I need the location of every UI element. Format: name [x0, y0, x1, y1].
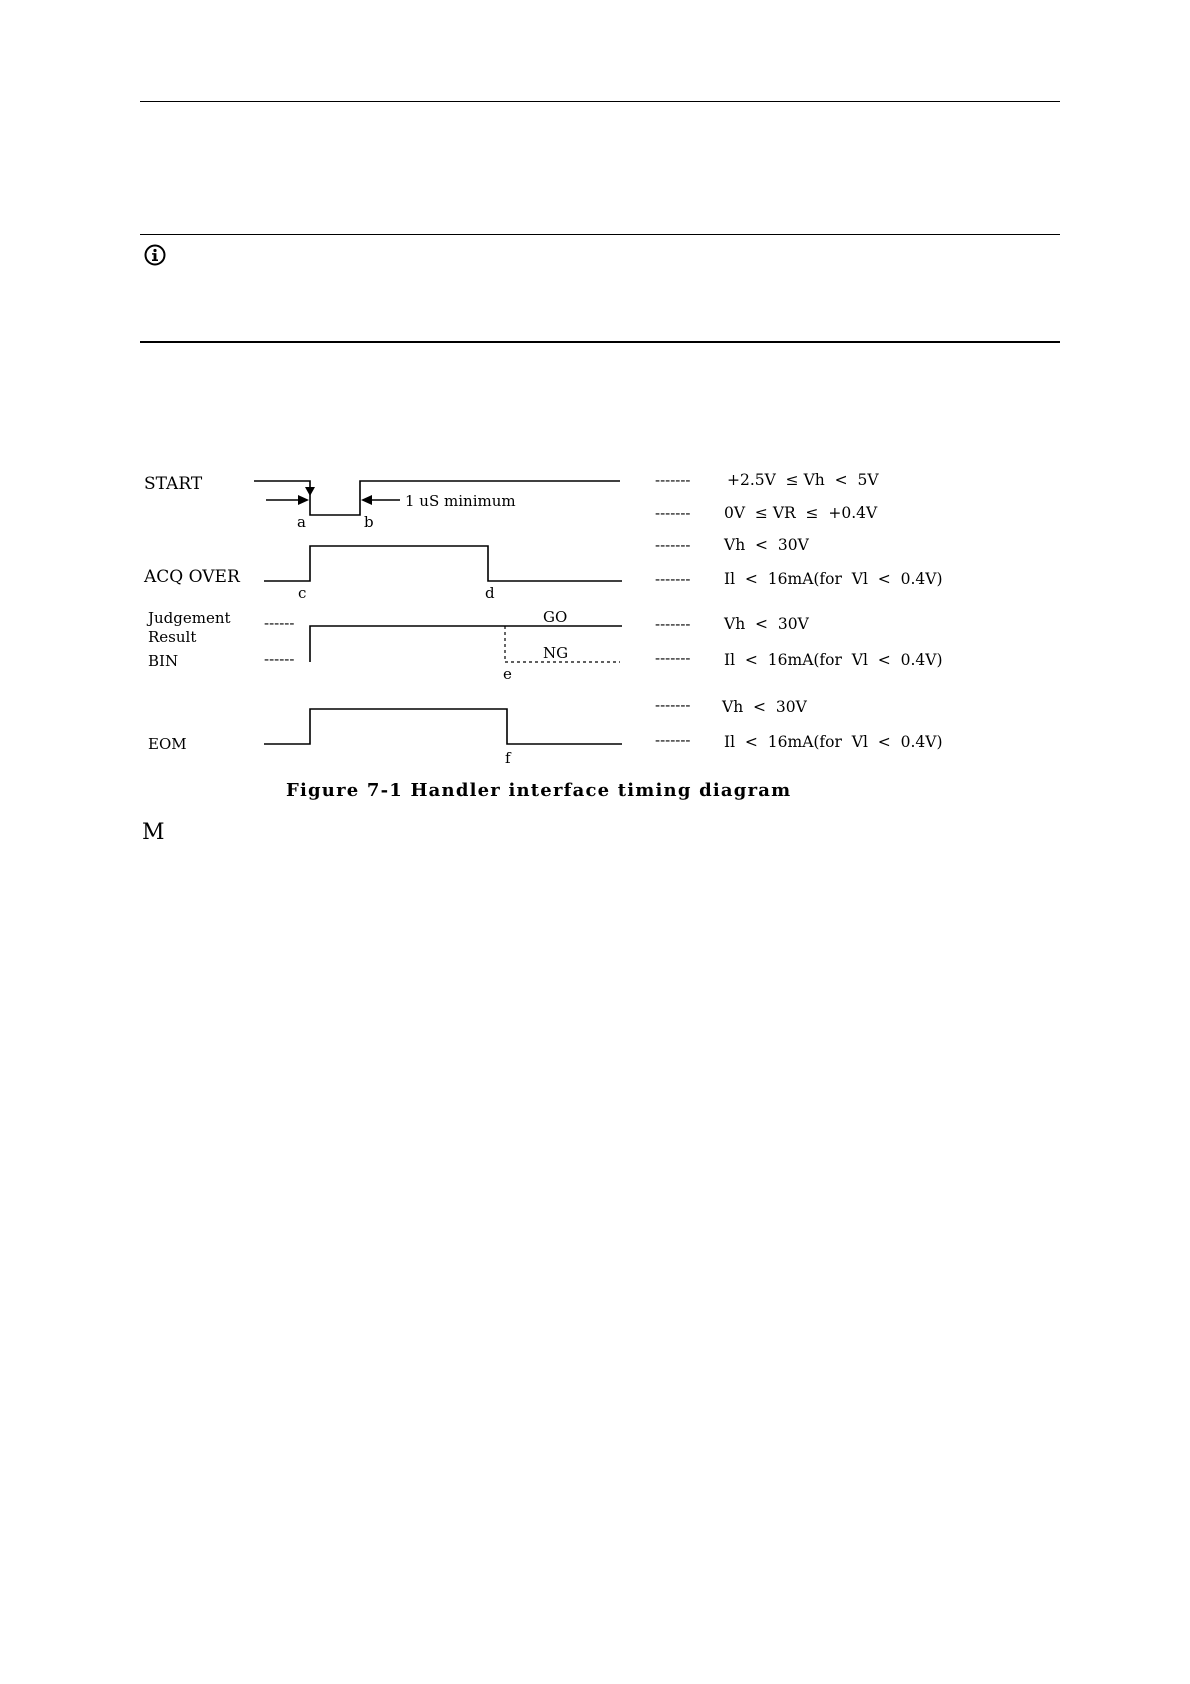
spec-bin-low: Il < 16mA(for Vl < 0.4V): [724, 651, 943, 669]
spec-leader-5: -------: [655, 615, 691, 633]
figure-caption: Figure 7-1 Handler interface timing diagram: [286, 780, 792, 801]
spec-leader-6: -------: [655, 649, 691, 667]
eom-waveform: [264, 709, 622, 744]
acq-over-waveform: [264, 546, 622, 581]
start-fall-marker: [305, 487, 315, 496]
signal-label-bin: BIN: [148, 652, 179, 670]
judgement-leader: ------: [264, 614, 295, 632]
trailing-text: M: [142, 820, 165, 845]
point-label-a: a: [297, 513, 306, 531]
bin-waveform: [310, 626, 622, 662]
point-label-f: f: [505, 749, 511, 767]
point-label-c: c: [298, 584, 307, 602]
spec-start-low: 0V ≤ VR ≤ +0.4V: [724, 504, 878, 522]
spec-acq-low: Il < 16mA(for Vl < 0.4V): [724, 570, 943, 588]
spec-leader-8: -------: [655, 731, 691, 749]
spec-bin-high: Vh < 30V: [724, 615, 809, 633]
ng-label: NG: [543, 644, 569, 662]
spec-acq-high: Vh < 30V: [724, 536, 809, 554]
spec-eom-high: Vh < 30V: [722, 698, 807, 716]
spec-leader-3: -------: [655, 536, 691, 554]
point-label-e: e: [503, 665, 512, 683]
arrow-b-head: [361, 495, 372, 505]
pulse-width-label: 1 uS minimum: [405, 492, 516, 510]
arrow-a-head: [298, 495, 309, 505]
spec-leader-1: -------: [655, 471, 691, 489]
point-label-b: b: [364, 513, 374, 531]
spec-eom-low: Il < 16mA(for Vl < 0.4V): [724, 733, 943, 751]
spec-leader-7: -------: [655, 696, 691, 714]
bin-leader: ------: [264, 650, 295, 668]
spec-start-high: +2.5V ≤ Vh < 5V: [727, 471, 879, 489]
signal-label-start: START: [144, 474, 203, 494]
timing-diagram: [0, 0, 1190, 820]
spec-leader-4: -------: [655, 570, 691, 588]
point-label-d: d: [485, 584, 495, 602]
signal-label-judgement: Judgement: [148, 609, 231, 627]
signal-label-acq-over: ACQ OVER: [144, 567, 240, 587]
spec-leader-2: -------: [655, 504, 691, 522]
signal-label-eom: EOM: [148, 735, 187, 753]
go-label: GO: [543, 608, 568, 626]
signal-label-result: Result: [148, 628, 197, 646]
